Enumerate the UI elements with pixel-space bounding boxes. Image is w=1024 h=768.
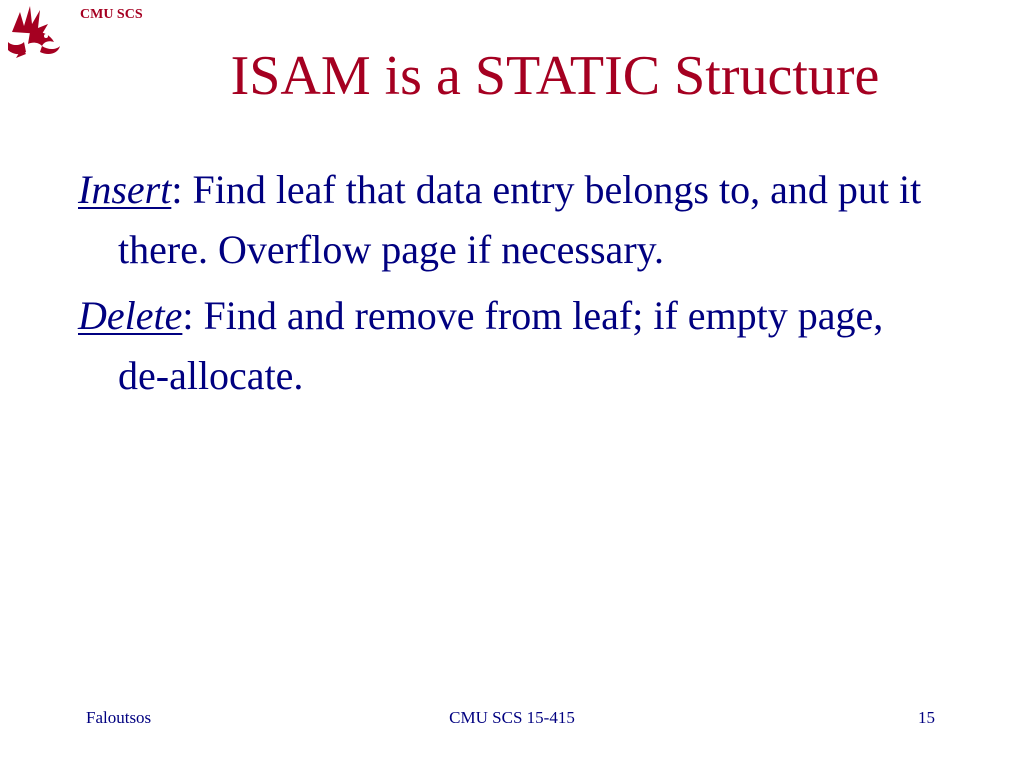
header-label: CMU SCS — [80, 7, 143, 22]
footer-page-number: 15 — [918, 708, 935, 727]
bullet-delete — [78, 286, 938, 406]
bullet-insert — [78, 160, 938, 280]
bullet-list — [78, 160, 938, 412]
slide-title: ISAM is a STATIC Structure — [230, 45, 880, 107]
bullet-term: Delete — [78, 293, 183, 338]
footer-course: CMU SCS 15-415 — [449, 708, 575, 727]
footer-author: Faloutsos — [86, 708, 152, 727]
bullet-term: Insert — [78, 167, 172, 212]
bullet-separator: : — [182, 293, 204, 338]
bullet-separator: : — [171, 167, 193, 212]
bullet-text: Find and remove from leaf; if empty page, de-allocate. — [118, 293, 884, 398]
bullet-text: Find leaf that data entry belongs to, and put it there. Overflow page if necessary. — [118, 167, 922, 272]
